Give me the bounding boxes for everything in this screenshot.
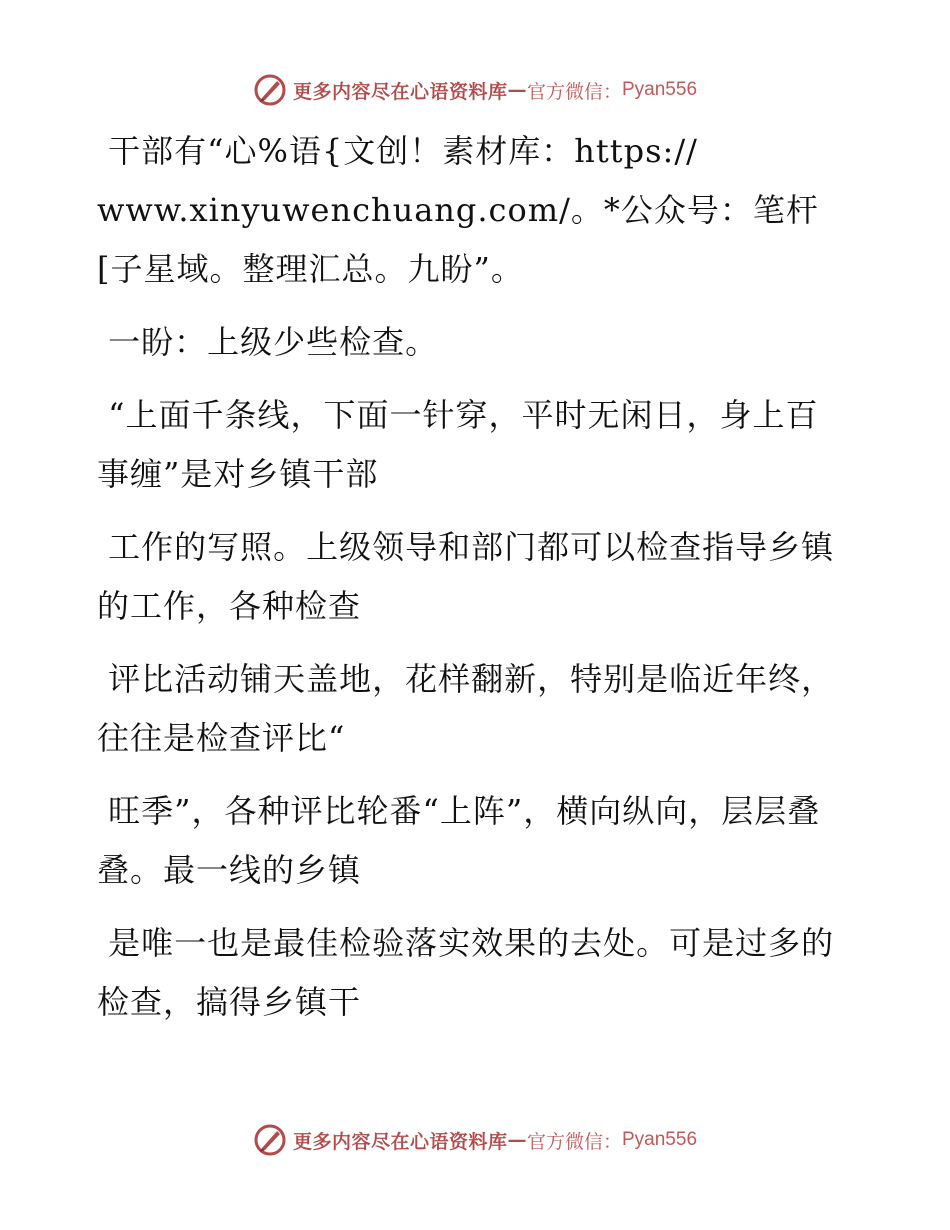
header-wechat-id: Pyan556 — [622, 79, 698, 100]
footer-wechat-label: 官方微信： — [526, 1130, 622, 1153]
paragraph-6: 旺季”，各种评比轮番“上阵”，横向纵向，层层叠叠。最一线的乡镇 — [97, 792, 821, 889]
header-watermark — [0, 70, 950, 110]
quill-pen-logo-icon — [253, 1123, 287, 1157]
quill-pen-logo-icon — [253, 73, 287, 107]
header-brand-text: 更多内容尽在心语资料库 — [292, 80, 508, 103]
paragraph-3: “上面千条线，下面一针穿，平时无闲日，身上百事缠”是对乡镇干部 — [97, 396, 819, 493]
paragraph-5: 评比活动铺天盖地，花样翻新，特别是临近年终，往往是检查评比“ — [97, 660, 835, 757]
paragraph-2: 一盼：上级少些检查。 — [97, 323, 439, 361]
footer-brand-text: 更多内容尽在心语资料库 — [292, 1130, 508, 1153]
header-wechat-label: 官方微信： — [526, 80, 622, 103]
footer-dash: — — [507, 1129, 527, 1151]
paragraph-1: 干部有“心%语{文创！素材库：https:// www.xinyuwenchuang.com/。*公众号：笔杆[子星域。整理汇总。九盼”。 — [97, 132, 819, 288]
paragraph-7: 是唯一也是最佳检验落实效果的去处。可是过多的检查，搞得乡镇干 — [97, 924, 835, 1021]
document-body — [97, 122, 837, 1046]
footer-watermark — [0, 1120, 950, 1160]
footer-wechat-id: Pyan556 — [622, 1129, 698, 1150]
header-dash: — — [507, 79, 527, 101]
paragraph-4: 工作的写照。上级领导和部门都可以检查指导乡镇的工作，各种检查 — [97, 528, 835, 625]
